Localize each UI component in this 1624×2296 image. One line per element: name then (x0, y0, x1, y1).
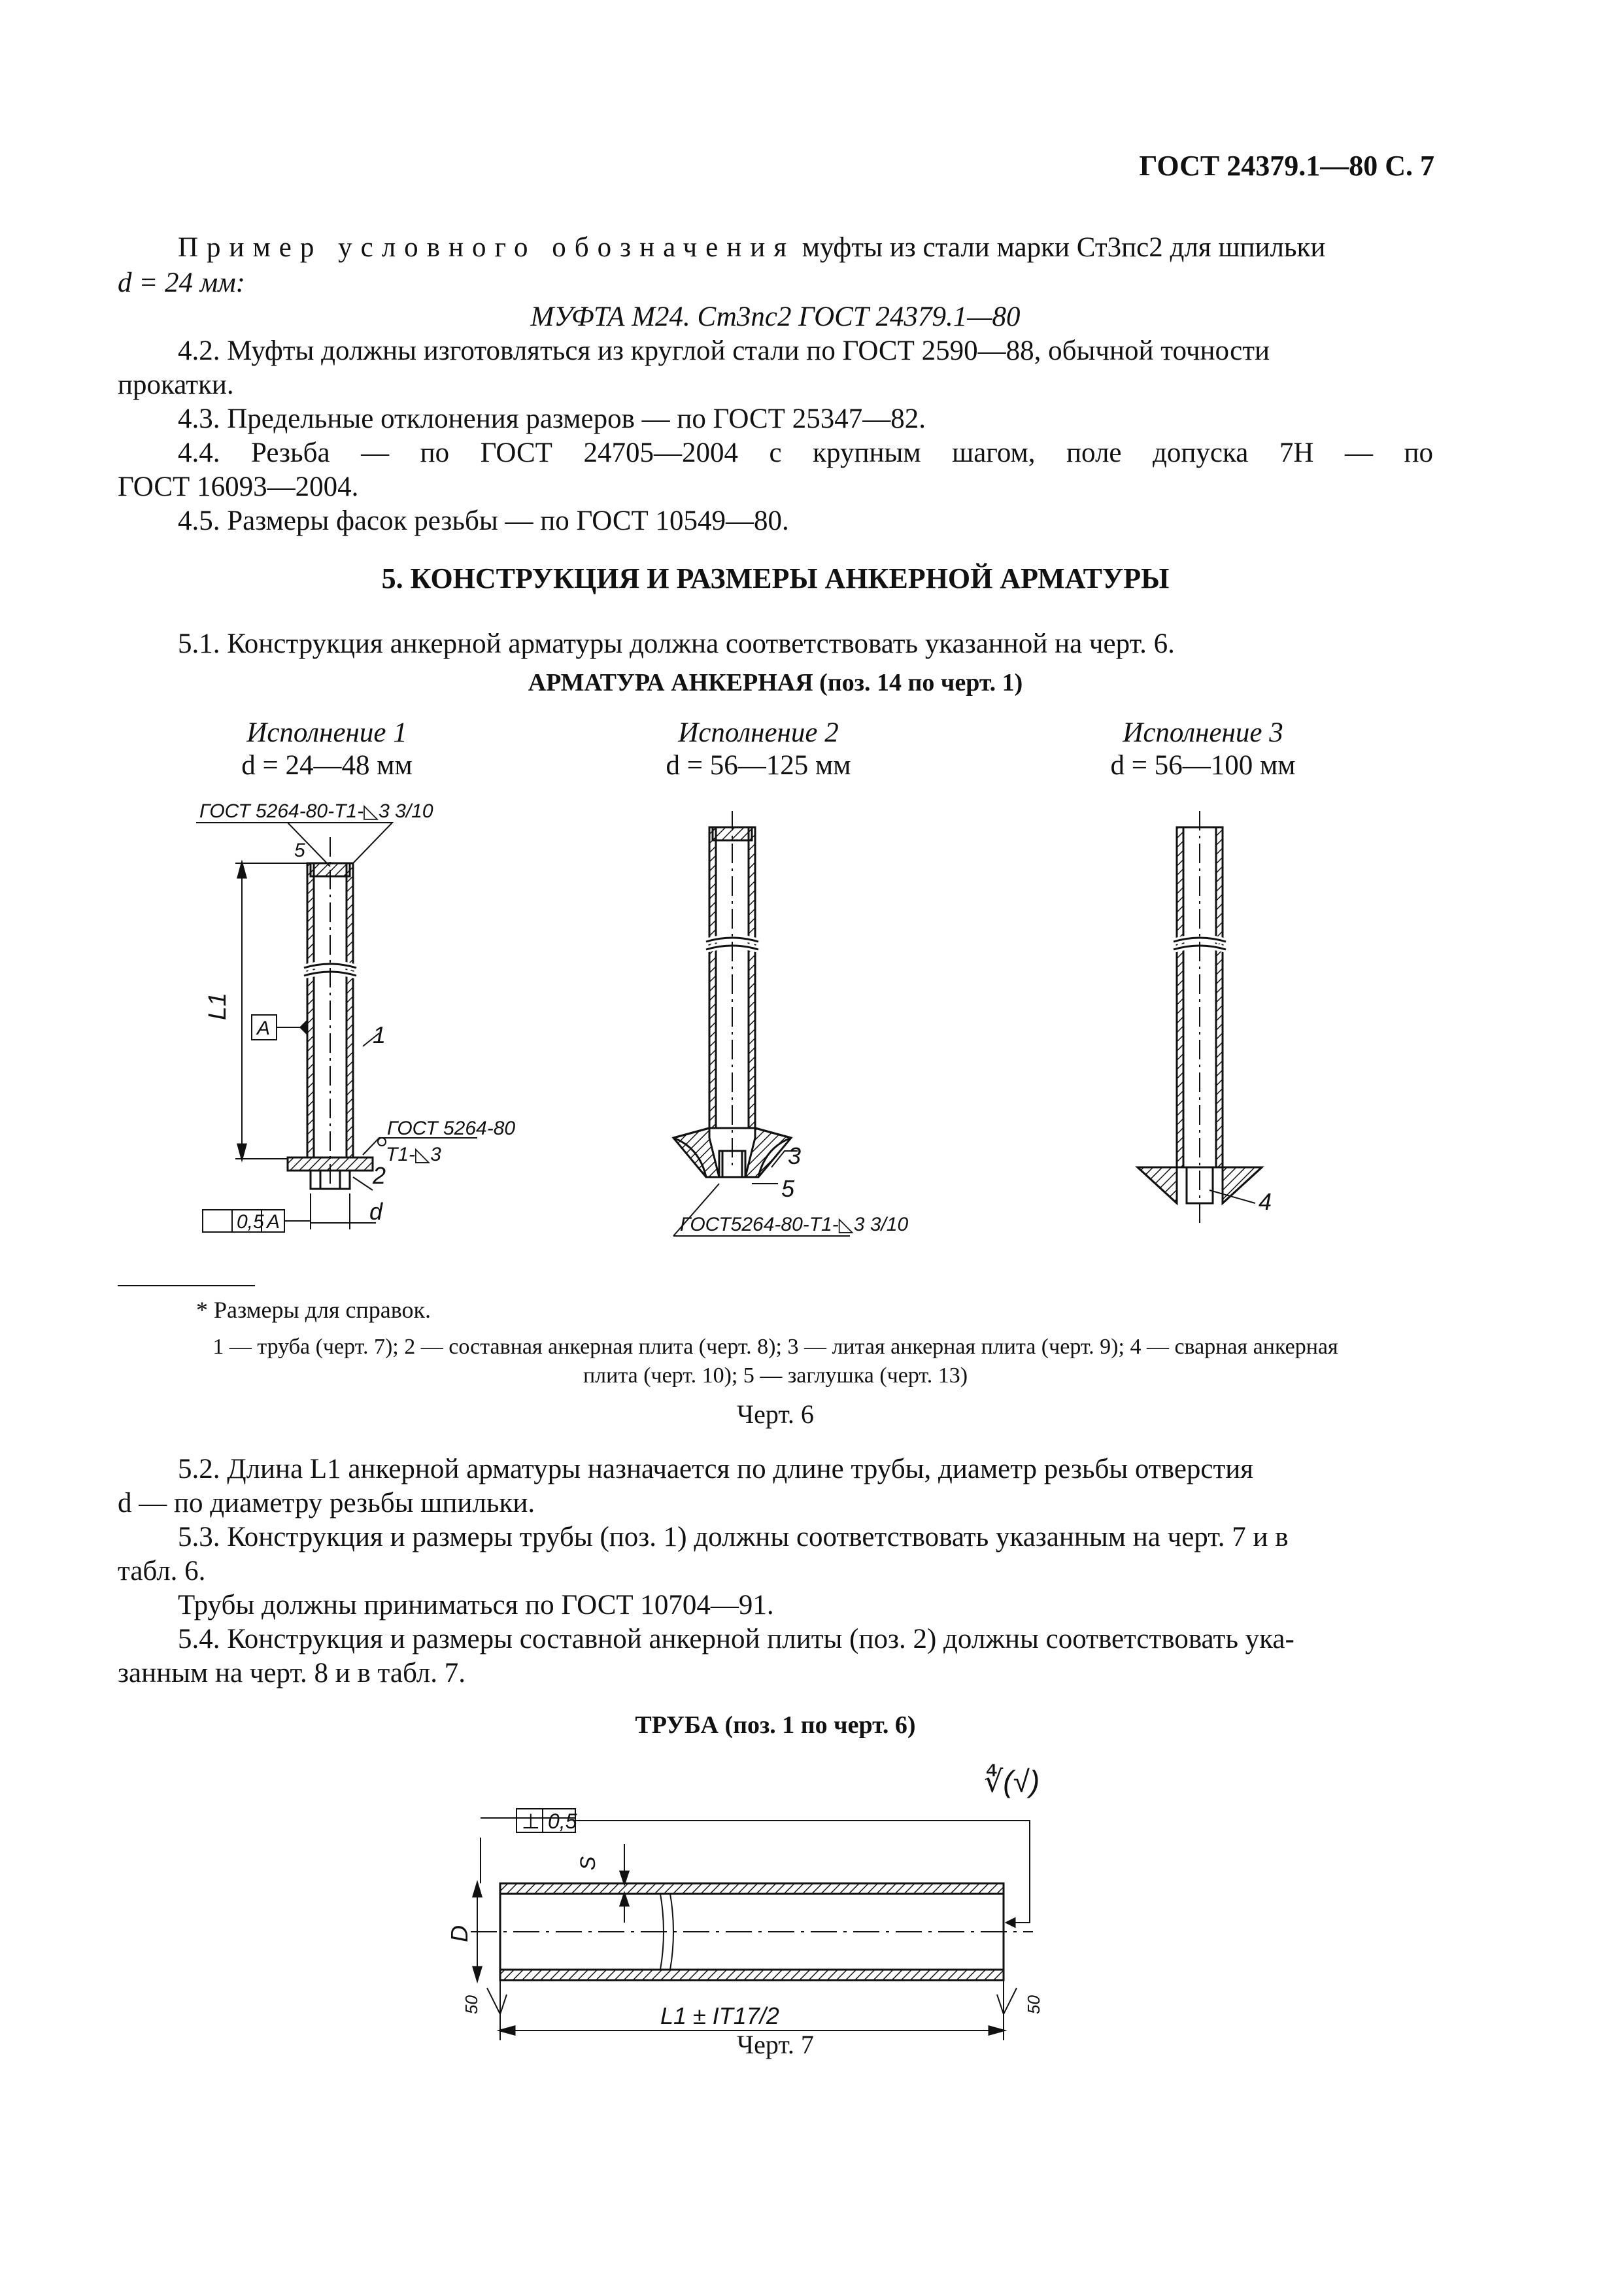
variant-3-drawing (1138, 811, 1262, 1223)
tolerance-datum: A (267, 1211, 280, 1233)
example-line-2: d = 24 мм: (118, 267, 245, 298)
variant-1-name: Исполнение 1 (246, 717, 407, 748)
para-5-3-line1: 5.3. Конструкция и размеры трубы (поз. 1) должны соответствовать указанным на черт. 7 и в (178, 1522, 1289, 1552)
figure-7-drawing (0, 1753, 1624, 2053)
example-spaced-text: Пример условного обозначения (178, 232, 796, 263)
figure-6-legend-line2: плита (черт. 10); 5 — заглушка (черт. 13) (583, 1363, 968, 1388)
diameter-d-label: d (369, 1198, 383, 1225)
para-pipes: Трубы должны приниматься по ГОСТ 10704—91. (178, 1590, 774, 1620)
weld-symbol-mid-1: ГОСТ 5264-80 (387, 1118, 516, 1139)
example-line-1 (178, 230, 1433, 266)
variant-3-name: Исполнение 3 (1123, 717, 1283, 748)
diameter-D: D (446, 1925, 473, 1942)
weld-symbol-bottom: ГОСТ5264-80-Т1-◺3 3/10 (680, 1214, 909, 1235)
chamfer-right: 50 (1024, 1995, 1043, 2014)
position-4-label: 4 (1259, 1188, 1272, 1215)
variant-3-range: d = 56—100 мм (1110, 750, 1296, 781)
para-5-2-line1: 5.2. Длина L1 анкерной арматуры назначается по длине трубы, диаметр резьбы отверстия (178, 1454, 1254, 1484)
figure-7-title: ТРУБА (поз. 1 по черт. 6) (635, 1711, 916, 1739)
figure-7-caption: Черт. 7 (737, 2030, 814, 2059)
para-4-2-line2: прокатки. (118, 369, 234, 400)
variant-2-range: d = 56—125 мм (666, 750, 851, 781)
position-5-label-v2: 5 (781, 1175, 795, 1202)
length-dimension: L1 ± IT17/2 (660, 2002, 779, 2029)
example-designation: МУФТА М24. Ст3пс2 ГОСТ 24379.1—80 (530, 301, 1021, 332)
para-5-1: 5.1. Конструкция анкерной арматуры должна соответствовать указанной на черт. 6. (178, 628, 1175, 659)
weld-symbol-top: ГОСТ 5264-80-Т1-◺3 3/10 (199, 800, 433, 822)
position-1-label: 1 (373, 1021, 386, 1048)
variant-2-drawing (673, 811, 850, 1236)
weld-symbol-mid-2: Т1-◺3 (386, 1144, 441, 1165)
perpendicularity-symbol: ⊥ (522, 1809, 540, 1833)
figure-6-drawing (0, 785, 1624, 1282)
perpendicularity-tolerance: 0,5 (548, 1809, 577, 1833)
para-4-3: 4.3. Предельные отклонения размеров — по ГОСТ 25347—82. (178, 403, 926, 434)
figure-6-legend-line1: 1 — труба (черт. 7); 2 — составная анкерная плита (черт. 8); 3 — литая анкерная плита (черт. 9); 4 — сварная анкерная (212, 1335, 1338, 1359)
page-header: ГОСТ 24379.1—80 С. 7 (1139, 150, 1434, 182)
footnote-separator (118, 1285, 255, 1286)
para-5-4-line1: 5.4. Конструкция и размеры составной анкерной плиты (поз. 2) должны соответствовать ука- (178, 1624, 1294, 1654)
para-5-4-line2: занным на черт. 8 и в табл. 7. (118, 1658, 465, 1688)
example-rest-text: муфты из стали марки Ст3пс2 для шпильки (802, 232, 1326, 263)
roughness-symbol: ∜(√) (984, 1764, 1040, 1798)
chamfer-left: 50 (462, 1995, 481, 2014)
para-4-4-line2: ГОСТ 16093—2004. (118, 471, 359, 502)
para-5-2-line2: d — по диаметру резьбы шпильки. (118, 1488, 535, 1518)
variant-2-name: Исполнение 2 (678, 717, 839, 748)
footnote: * Размеры для справок. (196, 1297, 431, 1323)
figure-6-title: АРМАТУРА АНКЕРНАЯ (поз. 14 по черт. 1) (528, 669, 1023, 696)
position-2-label: 2 (373, 1162, 386, 1189)
variant-1-range: d = 24—48 мм (241, 750, 413, 781)
para-4-5: 4.5. Размеры фасок резьбы — по ГОСТ 10549—80. (178, 505, 789, 536)
tolerance-value: 0,5 (237, 1211, 264, 1233)
section-5-heading: 5. КОНСТРУКЦИЯ И РАЗМЕРЫ АНКЕРНОЙ АРМАТУРЫ (381, 562, 1170, 594)
position-3-label: 3 (788, 1142, 802, 1169)
datum-A: A (257, 1018, 271, 1039)
variant-1-drawing (196, 823, 477, 1232)
para-4-2-line1: 4.2. Муфты должны изготовляться из круглой стали по ГОСТ 2590—88, обычной точности (178, 335, 1270, 366)
figure-6-caption: Черт. 6 (737, 1399, 814, 1429)
wall-thickness-S: S (576, 1856, 600, 1870)
dimension-L1: L1 (204, 992, 231, 1020)
position-5-label-v1: 5 (294, 840, 305, 861)
para-5-3-line2: табл. 6. (118, 1556, 206, 1586)
para-4-4-line1: 4.4. Резьба — по ГОСТ 24705—2004 с крупным шагом, поле допуска 7Н — по (178, 437, 1433, 468)
